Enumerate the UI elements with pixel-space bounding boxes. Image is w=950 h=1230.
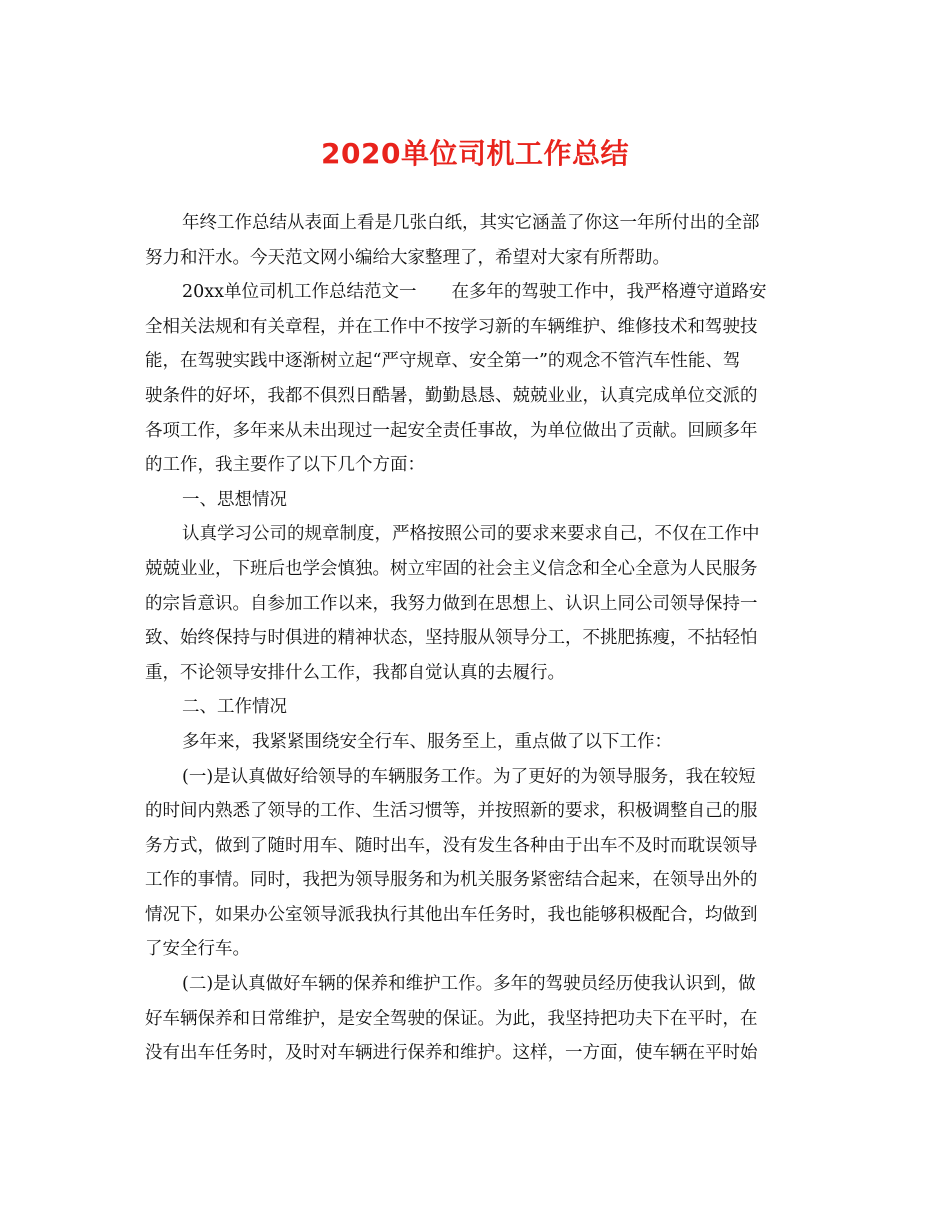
- text-line: 重，不论领导安排什么工作，我都自觉认真的去履行。: [145, 662, 565, 683]
- text-line: 全相关法规和有关章程，并在工作中不按学习新的车辆维护、维修技术和驾驶技: [145, 316, 758, 337]
- text-line: 的时间内熟悉了领导的工作、生活习惯等，并按照新的要求，积极调整自己的服: [145, 801, 758, 822]
- text-line: 多年来，我紧紧围绕安全行车、服务至上，重点做了以下工作：: [182, 731, 672, 752]
- text-line: 认真学习公司的规章制度，严格按照公司的要求来要求自己，不仅在工作中: [182, 524, 760, 545]
- text-line: 务方式，做到了随时用车、随时出车，没有发生各种由于出车不及时而耽误领导: [145, 835, 758, 856]
- text-line: 的工作，我主要作了以下几个方面：: [145, 455, 425, 476]
- text-line: 兢兢业业，下班后也学会慎独。树立牢固的社会主义信念和全心全意为人民服务: [145, 558, 758, 579]
- text-line: (二)是认真做好车辆的保养和维护工作。多年的驾驶员经历使我认识到，做: [182, 974, 756, 995]
- text-line: 致、始终保持与时俱进的精神状态，坚持服从领导分工，不挑肥拣瘦，不拈轻怕: [145, 628, 758, 649]
- text-line: 20xx单位司机工作总结范文一 在多年的驾驶工作中，我严格遵守道路安: [182, 282, 767, 303]
- document-title: 2020单位司机工作总结: [321, 137, 629, 170]
- text-line: 的宗旨意识。自参加工作以来，我努力做到在思想上、认识上同公司领导保持一: [145, 593, 758, 614]
- text-line: 好车辆保养和日常维护，是安全驾驶的保证。为此，我坚持把功夫下在平时，在: [145, 1008, 758, 1029]
- document-body: [145, 206, 800, 1071]
- text-line: 能，在驾驶实践中逐渐树立起“严守规章、安全第一”的观念不管汽车性能、驾: [145, 351, 741, 372]
- text-line: 一、思想情况: [182, 489, 287, 510]
- text-line: 没有出车任务时，及时对车辆进行保养和维护。这样，一方面，使车辆在平时始: [145, 1043, 758, 1064]
- text-line: 驶条件的好坏，我都不俱烈日酷暑，勤勤恳恳、兢兢业业，认真完成单位交派的: [145, 385, 758, 406]
- text-line: 年终工作总结从表面上看是几张白纸，其实它涵盖了你这一年所付出的全部: [182, 213, 760, 233]
- text-line: 努力和汗水。今天范文网小编给大家整理了，希望对大家有所帮助。: [145, 247, 670, 268]
- text-line: 工作的事情。同时，我把为领导服务和为机关服务紧密结合起来，在领导出外的: [145, 870, 758, 891]
- text-line: 各项工作，多年来从未出现过一起安全责任事故，为单位做出了贡献。回顾多年: [145, 420, 758, 441]
- text-line: (一)是认真做好给领导的车辆服务工作。为了更好的为领导服务，我在较短: [182, 766, 756, 787]
- text-line: 二、工作情况: [182, 697, 287, 718]
- text-line: 了安全行车。: [145, 939, 250, 960]
- text-line: 情况下，如果办公室领导派我执行其他出车任务时，我也能够积极配合，均做到: [145, 904, 758, 925]
